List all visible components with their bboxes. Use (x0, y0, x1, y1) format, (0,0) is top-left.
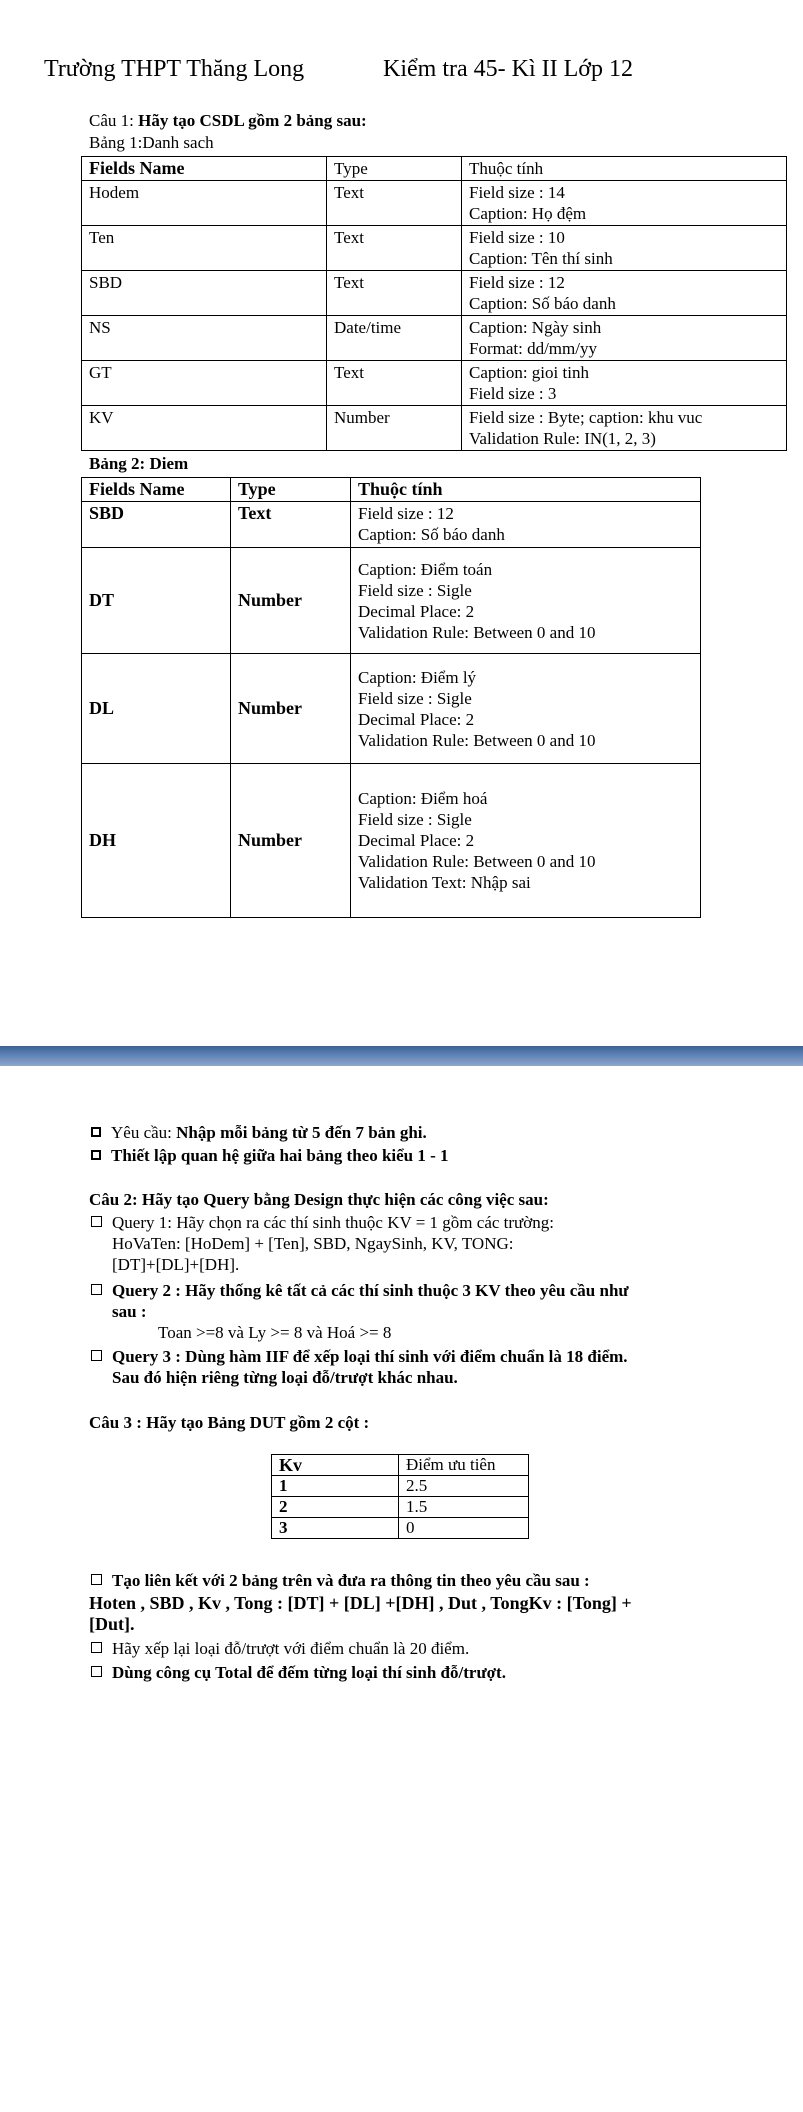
table-2-caption: Bảng 2: Diem (89, 454, 189, 473)
table-row: 3 0 (272, 1518, 529, 1539)
checkbox-icon (91, 1284, 102, 1295)
requirement-1: Yêu cầu: Nhập mỗi bảng từ 5 đến 7 bản ghi. (91, 1122, 427, 1143)
school-name: Trường THPT Thăng Long (44, 56, 305, 82)
query-1: Query 1: Hãy chọn ra các thí sinh thuộc KV = 1 gồm các trường: HoVaTen: [HoDem] + [Ten], SBD, NgaySinh, KV, TONG: [DT]+[DL]+[DH]. (91, 1212, 554, 1275)
table-header-row: Fields Name Type Thuộc tính (82, 478, 701, 502)
table-diem (81, 477, 701, 918)
question-1: Câu 1: Hãy tạo CSDL gồm 2 bảng sau: (89, 111, 367, 130)
table-row: 1 2.5 (272, 1476, 529, 1497)
table-row: DT Number Caption: Điểm toán Field size : Sigle Decimal Place: 2 Validation Rule: Between 0 and 10 (82, 548, 701, 654)
table-row: DL Number Caption: Điểm lý Field size : Sigle Decimal Place: 2 Validation Rule: Between 0 and 10 (82, 654, 701, 764)
table-1-caption: Bảng 1:Danh sach (89, 133, 214, 152)
final-task-fields: Hoten , SBD , Kv , Tong : [DT] + [DL] +[DH] , Dut , TongKv : [Tong] + [Dut]. (89, 1593, 632, 1634)
page-2 (0, 1066, 803, 2112)
table-row: KV Number Field size : Byte; caption: khu vuc Validation Rule: IN(1, 2, 3) (82, 406, 787, 451)
bullet-icon (91, 1150, 101, 1160)
checkbox-icon (91, 1574, 102, 1585)
table-danh-sach (81, 156, 787, 451)
query-2: Query 2 : Hãy thống kê tất cả các thí sinh thuộc 3 KV theo yêu cầu như sau : Toan >=8 và Ly >= 8 và Hoá >= 8 (91, 1280, 629, 1343)
table-row: NS Date/time Caption: Ngày sinh Format: dd/mm/yy (82, 316, 787, 361)
table-row: DH Number Caption: Điểm hoá Field size : Sigle Decimal Place: 2 Validation Rule: Between 0 and 10 Validation Text: Nhập sai (82, 764, 701, 918)
table-row: SBD Text Field size : 12 Caption: Số báo danh (82, 502, 701, 548)
question-2: Câu 2: Hãy tạo Query bằng Design thực hiện các công việc sau: (89, 1190, 549, 1209)
final-task-3: Dùng công cụ Total để đếm từng loại thí sinh đỗ/trượt. (91, 1662, 506, 1683)
table-row: Ten Text Field size : 10 Caption: Tên thí sinh (82, 226, 787, 271)
page-1 (0, 0, 803, 1046)
checkbox-icon (91, 1642, 102, 1653)
table-dut (271, 1454, 529, 1539)
query-3: Query 3 : Dùng hàm IIF để xếp loại thí sinh với điểm chuẩn là 18 điểm. Sau đó hiện riêng từng loại đỗ/trượt khác nhau. (91, 1346, 628, 1388)
checkbox-icon (91, 1350, 102, 1361)
page-separator (0, 1046, 803, 1066)
table-row: 2 1.5 (272, 1497, 529, 1518)
table-row: GT Text Caption: gioi tinh Field size : 3 (82, 361, 787, 406)
requirement-2: Thiết lập quan hệ giữa hai bảng theo kiểu 1 - 1 (91, 1145, 449, 1166)
table-row: Hodem Text Field size : 14 Caption: Họ đệm (82, 181, 787, 226)
checkbox-icon (91, 1216, 102, 1227)
exam-title: Kiểm tra 45- Kì II Lớp 12 (383, 56, 633, 82)
final-task-2: Hãy xếp lại loại đỗ/trượt với điểm chuẩn là 20 điểm. (91, 1638, 469, 1659)
checkbox-icon (91, 1666, 102, 1677)
table-row: SBD Text Field size : 12 Caption: Số báo danh (82, 271, 787, 316)
question-3: Câu 3 : Hãy tạo Bảng DUT gồm 2 cột : (89, 1413, 370, 1432)
final-task-1: Tạo liên kết với 2 bảng trên và đưa ra thông tin theo yêu cầu sau : (91, 1570, 590, 1591)
table-header-row: Kv Điểm ưu tiên (272, 1455, 529, 1476)
table-header-row: Fields Name Type Thuộc tính (82, 157, 787, 181)
bullet-icon (91, 1127, 101, 1137)
